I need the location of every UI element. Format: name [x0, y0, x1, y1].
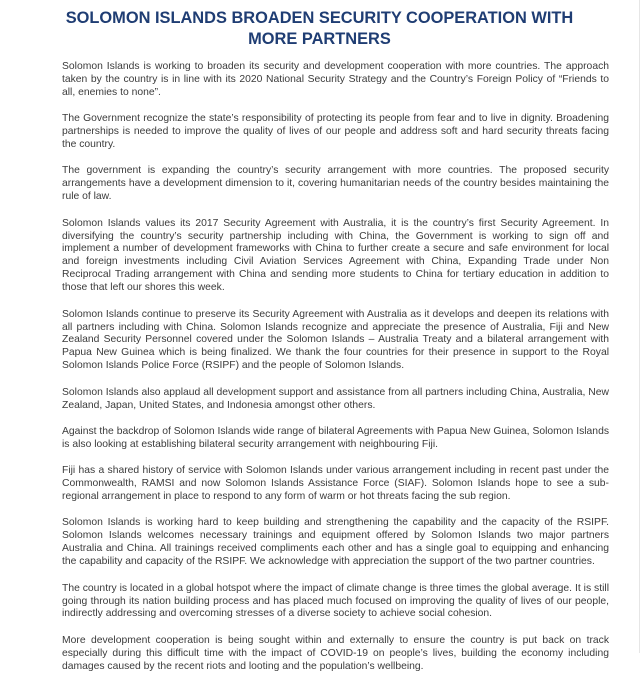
paragraph: Fiji has a shared history of service with Solomon Islands under various arrangement including in recent past under the Commonwealth, RAMSI and now Solomon Islands Assistance Force (SIAF). Solomon Islands hope to see a sub-regional arrangement in place to respond to any form of warm or hot threats facing the sub region.: [62, 465, 609, 503]
paragraph: The government is expanding the country’s security arrangement with more countries. The proposed security arrangements have a development dimension to it, covering humanitarian needs of the country besides maintaining the rule of law.: [62, 165, 609, 203]
paragraph: More development cooperation is being sought within and externally to ensure the country is put back on track especially during this difficult time with the impact of COVID-19 on people’s lives, building the economy including damages caused by the recent riots and looting and the population’s wellbeing.: [62, 634, 609, 672]
paragraph: Against the backdrop of Solomon Islands wide range of bilateral Agreements with Papua New Guinea, Solomon Islands is also looking at establishing bilateral security arrangement with neighbouring Fiji.: [62, 425, 609, 450]
paragraph: Solomon Islands also applaud all development support and assistance from all partners including China, Australia, New Zealand, Japan, United States, and Indonesia amongst other others.: [62, 386, 609, 411]
article-body: [62, 61, 609, 674]
paragraph: Solomon Islands is working to broaden its security and development cooperation with more countries. The approach taken by the country is in line with its 2020 National Security Strategy and the Country’s Foreign Policy of “Friends to all, enemies to none”.: [62, 61, 609, 98]
paragraph: The Government recognize the state’s responsibility of protecting its people from fear and to live in dignity. Broadening partnerships is needed to improve the quality of lives of our people and address soft and hard security threats facing the country.: [62, 113, 609, 151]
paragraph: Solomon Islands values its 2017 Security Agreement with Australia, it is the country’s first Security Agreement. In diversifying the country’s security partnership including with China, the Government is working to sign off and implement a number of development frameworks with China to further create a secure and safe environment for local and foreign investments including Civil Aviation Services Agreement with China, Expanding Trade under Non Reciprocal Trading arrangement with China and sending more students to China for tertiary education in addition to those that left our shores this week.: [62, 217, 609, 294]
paragraph: The country is located in a global hotspot where the impact of climate change is three times the global average. It is still going through its nation building process and has placed much focused on improving the quality of lives of our people, indirectly addressing and overcoming stresses of a diverse society to achieve social cohesion.: [62, 582, 609, 620]
paragraph: Solomon Islands continue to preserve its Security Agreement with Australia as it develops and deepen its relations with all partners including with China. Solomon Islands recognize and appreciate the presence of Australia, Fiji and New Zealand Security Personnel covered under the Solomon Islands – Australia Treaty and a bilateral arrangement with Papua New Guinea which is being finalized. We thank the four countries for their presence in support to the Royal Solomon Islands Police Force (RSIPF) and the people of Solomon Islands.: [62, 308, 609, 372]
paragraph: Solomon Islands is working hard to keep building and strengthening the capability and the capacity of the RSIPF. Solomon Islands welcomes necessary trainings and equipment offered by Solomon Islands two major partners Australia and China. All trainings received compliments each other and has a single goal to equipping and enhancing the capability and capacity of the RSIPF. We acknowledge with appreciation the support of the two partner countries.: [62, 517, 609, 568]
article-title: SOLOMON ISLANDS BROADEN SECURITY COOPERATION WITH MORE PARTNERS: [65, 9, 574, 48]
